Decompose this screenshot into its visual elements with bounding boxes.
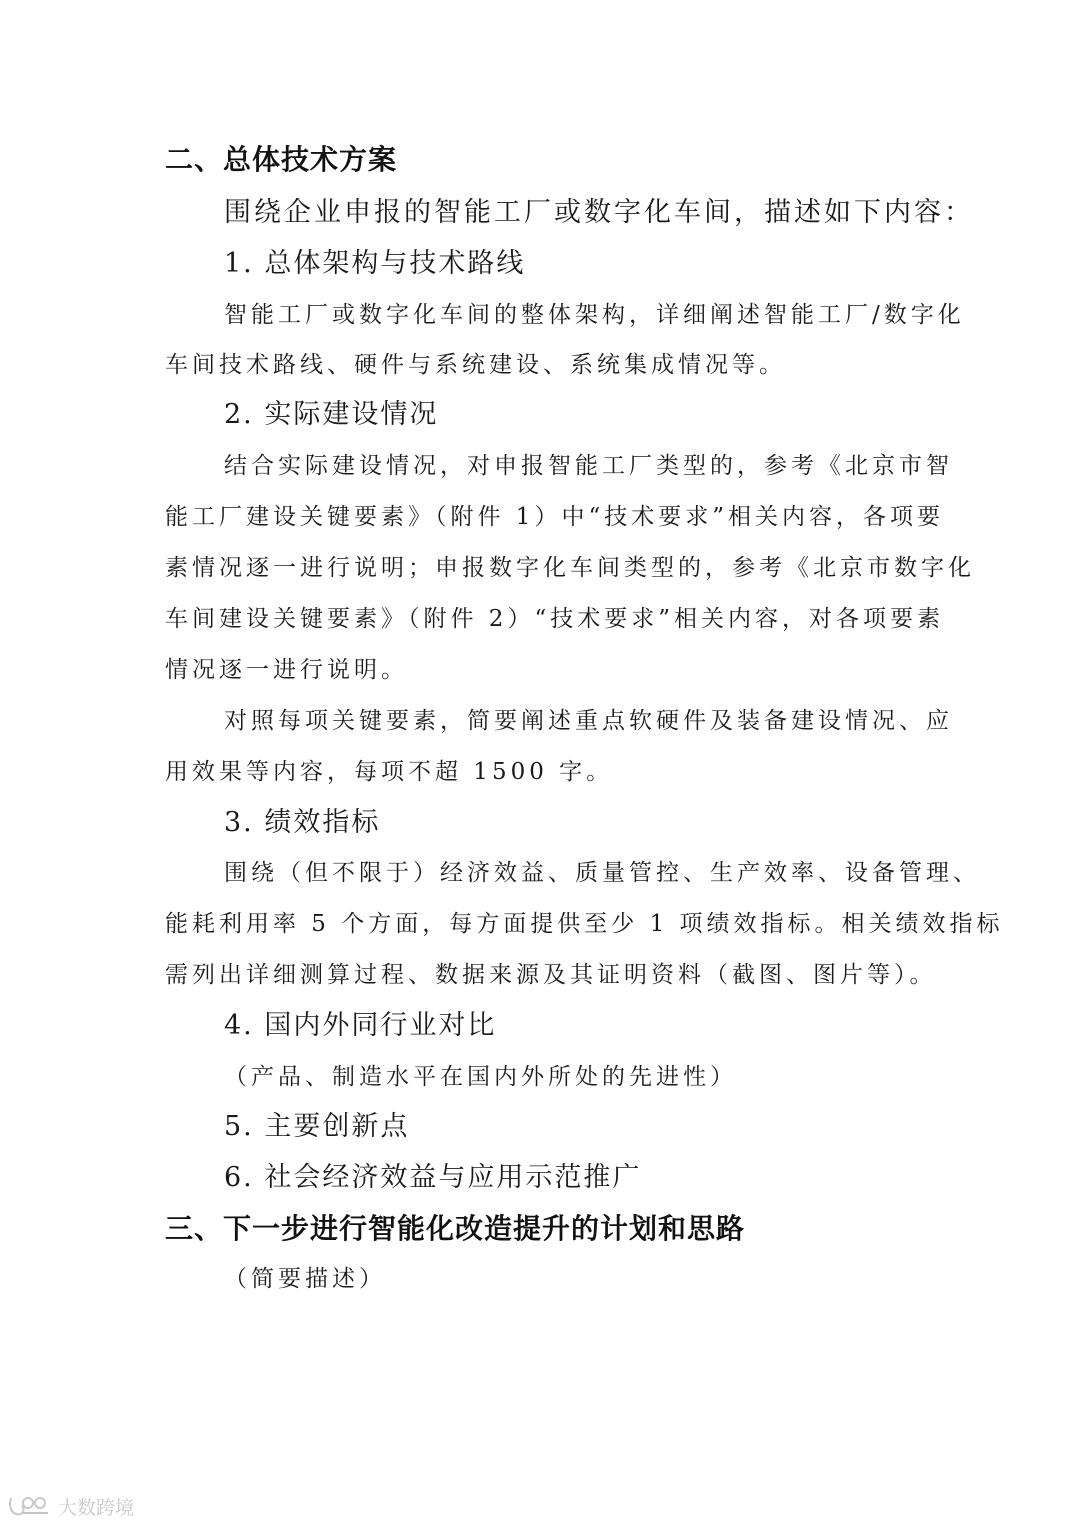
item-5-heading: 5. 主要创新点 xyxy=(224,1111,410,1142)
item-6-heading: 6. 社会经济效益与应用示范推广 xyxy=(224,1162,642,1193)
paragraph-line: 围绕（但不限于）经济效益、质量管控、生产效率、设备管理、 xyxy=(224,860,980,886)
logo-icon xyxy=(8,1494,52,1518)
paragraph-line: （产品、制造水平在国内外所处的先进性） xyxy=(224,1064,737,1090)
section-2-heading: 二、总体技术方案 xyxy=(165,143,398,176)
paragraph-line: （简要描述） xyxy=(224,1266,386,1292)
paragraph-line: 对照每项关键要素，简要阐述重点软硬件及装备建设情况、应 xyxy=(224,708,953,734)
paragraph-line: 素情况逐一进行说明；申报数字化车间类型的，参考《北京市数字化 xyxy=(165,555,975,581)
paragraph-line: 用效果等内容，每项不超 1500 字。 xyxy=(165,759,614,785)
paragraph-line: 车间技术路线、硬件与系统建设、系统集成情况等。 xyxy=(165,352,786,378)
paragraph-line: 能耗利用率 5 个方面，每方面提供至少 1 项绩效指标。相关绩效指标 xyxy=(165,911,1004,937)
section-2-intro: 围绕企业申报的智能工厂或数字化车间，描述如下内容： xyxy=(224,197,974,228)
item-1-heading: 1. 总体架构与技术路线 xyxy=(224,248,526,279)
item-4-heading: 4. 国内外同行业对比 xyxy=(224,1010,497,1041)
paragraph-line: 智能工厂或数字化车间的整体架构，详细阐述智能工厂/数字化 xyxy=(224,302,965,328)
paragraph-line: 情况逐一进行说明。 xyxy=(165,657,408,683)
item-3-heading: 3. 绩效指标 xyxy=(224,807,381,838)
item-2-heading: 2. 实际建设情况 xyxy=(224,399,439,430)
paragraph-line: 需列出详细测算过程、数据来源及其证明资料（截图、图片等）。 xyxy=(165,962,937,988)
paragraph-line: 车间建设关键要素》（附件 2）“技术要求”相关内容，对各项要素 xyxy=(165,606,944,632)
watermark xyxy=(8,1493,134,1519)
watermark-text: 大数跨境 xyxy=(58,1496,135,1519)
paragraph-line: 结合实际建设情况，对申报智能工厂类型的，参考《北京市智 xyxy=(224,453,953,479)
section-3-heading: 三、下一步进行智能化改造提升的计划和思路 xyxy=(165,1212,746,1245)
paragraph-line: 能工厂建设关键要素》（附件 1）中“技术要求”相关内容，各项要 xyxy=(165,504,944,530)
